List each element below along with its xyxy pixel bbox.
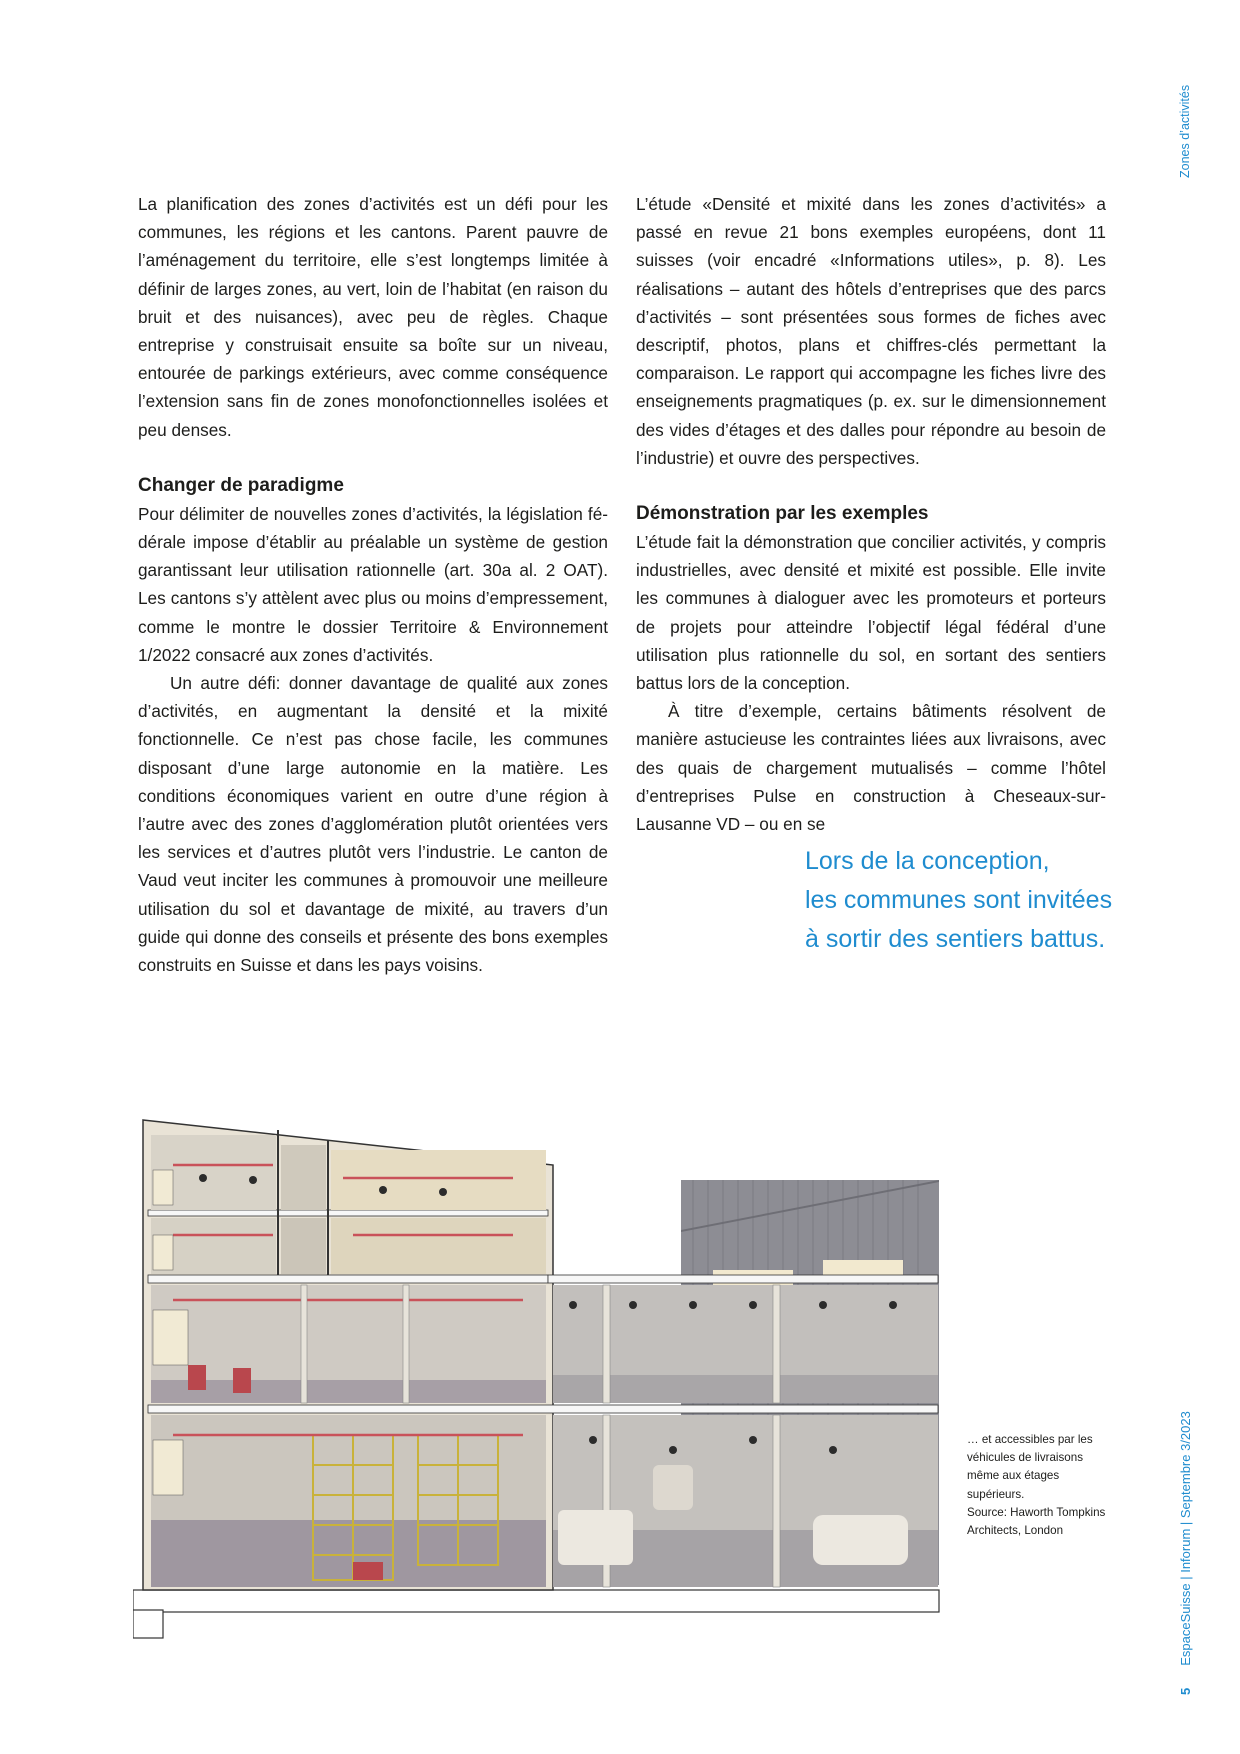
intro-paragraph: L’étude «Densité et mixité dans les zones d’activités» a passé en revue 21 bons exemples européens, dont 11 suisses (voir encadré «Informations utiles», p. 8). Les réalisations – autant des hôtels d’entreprises que des parcs d’activités – sont présentées sous formes de fiches avec descriptif, photos, plans et chiffres-clés permettant la comparaison. Le rapport qui accompagne les fiches livre des enseignements pragmatiques (p. ex. sur le dimensionnement des vides d’étages et des dalles pour répondre au besoin de l’industrie) et ouvre des perspectives. [636, 194, 1106, 468]
body-paragraph: Un autre défi: donner davantage de qualité aux zones d’activités, en augmentant la densité et la mixité fonctionnelle. Ce n’est pas chose facile, les communes disposant d’une large autonomie en la matière. Les conditions économiques varient en outre d’une région à l’autre avec des zones d’agglomération plutôt orientées vers les services et d’autres plutôt vers l’industrie. Le canton de Vaud veut inciter les communes à promouvoir une meilleure utilisation du sol et davantage de mixité, au travers d’un guide qui donne des conseils et présente des bons exemples construits en Suisse et dans les pays voisins. [138, 673, 608, 976]
caption-text: … et accessibles par les véhicules de livraisons même aux étages supérieurs. [967, 1433, 1093, 1501]
page-footer [1170, 1370, 1200, 1700]
running-header-text: Zones d’activités [1178, 84, 1192, 178]
pull-quote-line: à sortir des sentiers battus. [805, 925, 1106, 953]
building-section-drawing [133, 1110, 941, 1640]
caption-source: Source: Haworth Tompkins Architects, London [967, 1505, 1106, 1538]
body-paragraph: À titre d’exemple, certains bâtiments résolvent de manière astucieuse les contraintes liées aux livraisons, avec des quais de chargement mutualisés – comme l’hôtel d’entreprises Pulse en construction à Cheseaux-sur-Lausanne VD – ou en se [636, 701, 1106, 835]
running-header [1170, 70, 1200, 180]
pull-quote [805, 842, 1135, 959]
intro-paragraph: La planification des zones d’activités est un défi pour les communes, les régions et les cantons. Parent pauvre de l’aménagement du territoire, elle s’est longtemps limitée à définir de larges zones, au vert, loin de l’habitat (en raison du bruit et des nuisances), avec peu de règles. Chaque entreprise y construisait ensuite sa boîte sur un niveau, entourée de parkings extérieurs, avec comme conséquence l’extension sans fin de zones monofonctionnelles isolées et peu denses. [138, 194, 608, 440]
publication-info: EspaceSuisse | Inforum | Septembre 3/2023 [1178, 1411, 1193, 1666]
section-heading: Démonstration par les exemples [636, 503, 929, 525]
page-number: 5 [1178, 1687, 1193, 1695]
pull-quote-line: les communes sont invitées [805, 886, 1113, 914]
section-heading: Changer de paradigme [138, 474, 344, 496]
body-paragraph: Pour délimiter de nouvelles zones d’activités, la législation fédérale impose d’établir au préalable un système de gestion garantissant leur utilisation rationnelle (art. 30a al. 2 OAT). Les cantons s’y attèlent avec plus ou moins d’empressement, comme le montre le dossier Territoire & Environnement 1/2022 consacré aux zones d’activités. [138, 503, 608, 665]
figure-caption [967, 1431, 1107, 1540]
pull-quote-line: Lors de la conception, [805, 847, 1050, 875]
building-section-illustration [133, 1110, 941, 1640]
body-paragraph: L’étude fait la démonstration que concilier activités, y compris industrielles, avec densité et mixité est possible. Elle invite les communes à dialoguer avec les promoteurs et porteurs de projets pour atteindre l’objectif légal fédéral d’une utilisation plus rationnelle du sol, en sortant des sentiers battus lors de la conception. [636, 532, 1106, 694]
left-column [138, 190, 608, 979]
right-column [636, 190, 1106, 838]
